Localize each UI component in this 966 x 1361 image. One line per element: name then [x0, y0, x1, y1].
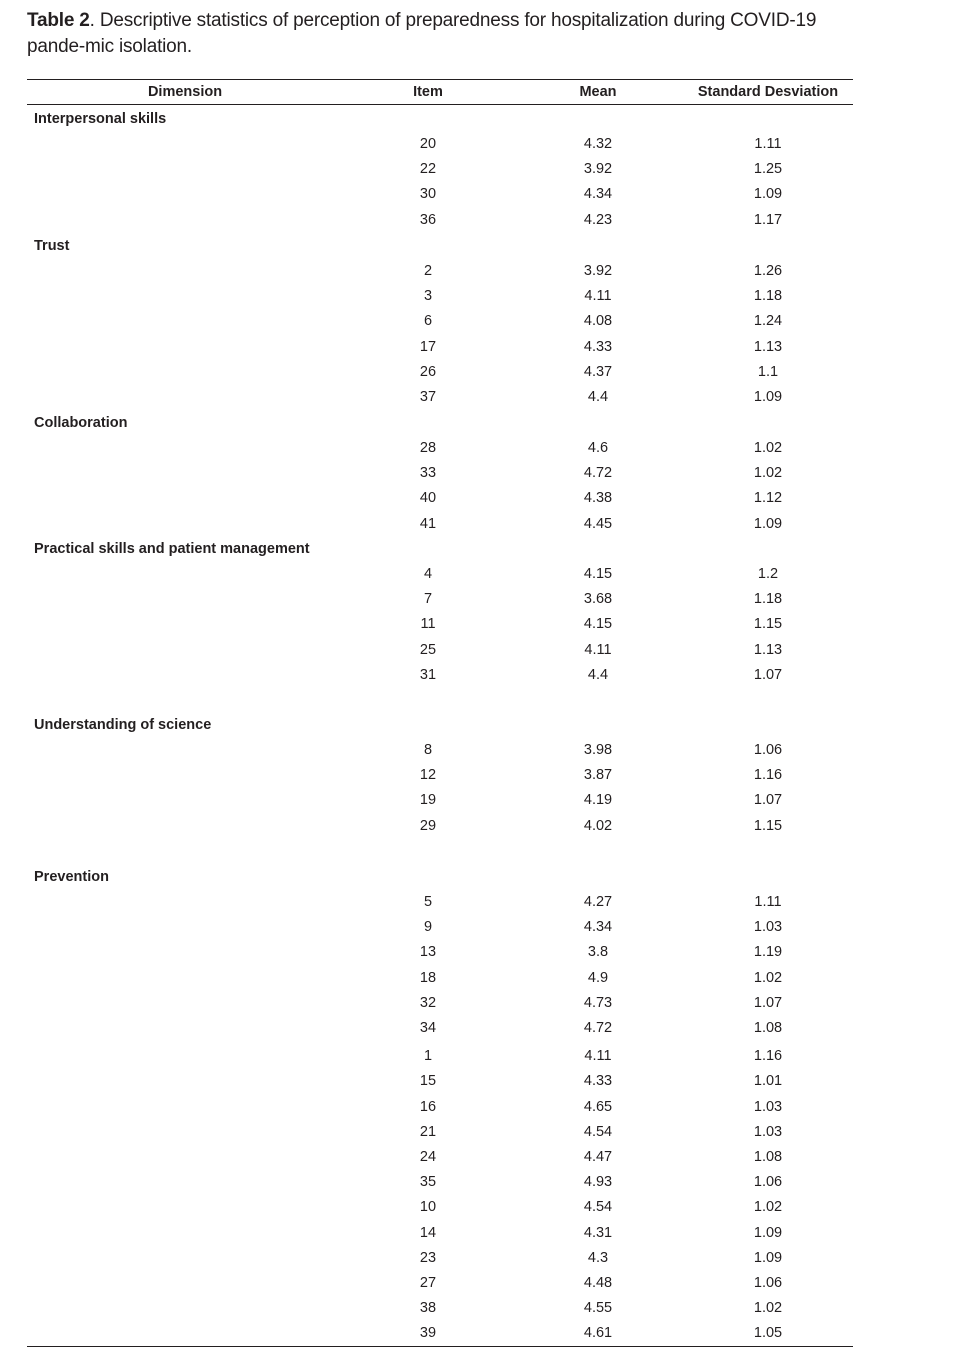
- item-cell: 37: [419, 389, 437, 405]
- table-row: [0, 916, 966, 938]
- table-row: [0, 183, 966, 205]
- sd-cell: 1.06: [753, 1275, 783, 1291]
- table-row: [0, 967, 966, 989]
- sd-cell: 1.16: [753, 1048, 783, 1064]
- item-cell: 34: [419, 1020, 437, 1036]
- mean-cell: 4.33: [583, 339, 613, 355]
- sd-cell: 1.09: [753, 516, 783, 532]
- mean-cell: 4.4: [587, 667, 609, 683]
- item-cell: 32: [419, 995, 437, 1011]
- table-row: [0, 462, 966, 484]
- sd-cell: 1.12: [753, 490, 783, 506]
- sd-cell: 1.15: [753, 616, 783, 632]
- mean-cell: 3.92: [583, 263, 613, 279]
- item-cell: 4: [423, 566, 433, 582]
- table-row: [0, 1121, 966, 1143]
- table-row: [0, 739, 966, 761]
- item-cell: 18: [419, 970, 437, 986]
- item-cell: 19: [419, 792, 437, 808]
- mean-cell: 4.61: [583, 1325, 613, 1341]
- sd-cell: 1.24: [753, 313, 783, 329]
- table-row: [0, 613, 966, 635]
- table-row: [0, 437, 966, 459]
- column-header-dimension: Dimension: [147, 84, 223, 100]
- sd-cell: 1.18: [753, 288, 783, 304]
- mean-cell: 4.27: [583, 894, 613, 910]
- sd-cell: 1.25: [753, 161, 783, 177]
- table-row: [0, 310, 966, 332]
- item-cell: 1: [423, 1048, 433, 1064]
- mean-cell: 4.4: [587, 389, 609, 405]
- mean-cell: 4.33: [583, 1073, 613, 1089]
- sd-cell: 1.07: [753, 667, 783, 683]
- table-row: [0, 1272, 966, 1294]
- sd-cell: 1.06: [753, 1174, 783, 1190]
- column-header-item: Item: [413, 84, 443, 100]
- dimension-label: Interpersonal skills: [34, 111, 167, 127]
- sd-cell: 1.08: [753, 1149, 783, 1165]
- sd-cell: 1.2: [757, 566, 779, 582]
- mean-cell: 4.15: [583, 616, 613, 632]
- sd-cell: 1.17: [753, 212, 783, 228]
- item-cell: 36: [419, 212, 437, 228]
- sd-cell: 1.26: [753, 263, 783, 279]
- column-header-standard-deviation: Standard Desviation: [697, 84, 839, 100]
- table-caption-text: . Descriptive statistics of perception of preparedness for hospitalization during COVID-19 pande-mic isolation.: [27, 10, 817, 57]
- sd-cell: 1.15: [753, 818, 783, 834]
- sd-cell: 1.02: [753, 1199, 783, 1215]
- sd-cell: 1.03: [753, 1099, 783, 1115]
- sd-cell: 1.19: [753, 944, 783, 960]
- mean-cell: 4.73: [583, 995, 613, 1011]
- table-bottom-rule: [27, 1346, 853, 1347]
- item-cell: 28: [419, 440, 437, 456]
- item-cell: 21: [419, 1124, 437, 1140]
- item-cell: 13: [419, 944, 437, 960]
- sd-cell: 1.06: [753, 742, 783, 758]
- dimension-label: Practical skills and patient management: [34, 541, 310, 557]
- table-row: [0, 361, 966, 383]
- item-cell: 7: [423, 591, 433, 607]
- item-cell: 40: [419, 490, 437, 506]
- mean-cell: 4.11: [584, 288, 612, 304]
- table-row: [0, 941, 966, 963]
- dimension-row: [0, 235, 966, 257]
- sd-cell: 1.02: [753, 440, 783, 456]
- sd-cell: 1.09: [753, 1250, 783, 1266]
- table-row: [0, 1322, 966, 1344]
- item-cell: 20: [419, 136, 437, 152]
- table-row: [0, 1070, 966, 1092]
- sd-cell: 1.01: [753, 1073, 783, 1089]
- item-cell: 33: [419, 465, 437, 481]
- mean-cell: 3.68: [583, 591, 613, 607]
- column-header-mean: Mean: [579, 84, 617, 100]
- sd-cell: 1.02: [753, 1300, 783, 1316]
- item-cell: 6: [423, 313, 433, 329]
- item-cell: 39: [419, 1325, 437, 1341]
- mean-cell: 4.55: [583, 1300, 613, 1316]
- mean-cell: 4.11: [584, 642, 612, 658]
- mean-cell: 4.47: [583, 1149, 613, 1165]
- mean-cell: 4.72: [583, 1020, 613, 1036]
- mean-cell: 4.34: [583, 186, 613, 202]
- table-row: [0, 386, 966, 408]
- table-row: [0, 891, 966, 913]
- mean-cell: 4.54: [583, 1199, 613, 1215]
- table-row: [0, 563, 966, 585]
- mean-cell: 4.31: [583, 1225, 613, 1241]
- mean-cell: 4.72: [583, 465, 613, 481]
- sd-cell: 1.1: [757, 364, 779, 380]
- mean-cell: 4.02: [583, 818, 613, 834]
- table-row: [0, 133, 966, 155]
- mean-cell: 4.23: [583, 212, 613, 228]
- sd-cell: 1.07: [753, 792, 783, 808]
- item-cell: 31: [419, 667, 437, 683]
- mean-cell: 4.19: [583, 792, 613, 808]
- dimension-row: [0, 108, 966, 130]
- dimension-label: Prevention: [34, 869, 109, 885]
- sd-cell: 1.11: [754, 136, 782, 152]
- item-cell: 24: [419, 1149, 437, 1165]
- sd-cell: 1.02: [753, 970, 783, 986]
- dimension-label: Collaboration: [34, 415, 128, 431]
- table-row: [0, 285, 966, 307]
- dimension-label: Trust: [34, 238, 70, 254]
- table-row: [0, 1017, 966, 1039]
- table-row: [0, 992, 966, 1014]
- table-row: [0, 260, 966, 282]
- item-cell: 2: [423, 263, 433, 279]
- mean-cell: 4.08: [583, 313, 613, 329]
- item-cell: 12: [419, 767, 437, 783]
- table-row: [0, 815, 966, 837]
- table-row: [0, 1146, 966, 1168]
- sd-cell: 1.11: [754, 894, 782, 910]
- table-row: [0, 513, 966, 535]
- table-row: [0, 1222, 966, 1244]
- item-cell: 11: [420, 616, 436, 632]
- table-caption-label: Table 2: [27, 10, 90, 31]
- table-row: [0, 1096, 966, 1118]
- item-cell: 35: [419, 1174, 437, 1190]
- table-row: [0, 158, 966, 180]
- mean-cell: 4.9: [587, 970, 609, 986]
- item-cell: 15: [419, 1073, 437, 1089]
- sd-cell: 1.18: [753, 591, 783, 607]
- table-row: [0, 1196, 966, 1218]
- mean-cell: 4.38: [583, 490, 613, 506]
- item-cell: 41: [419, 516, 437, 532]
- table-row: [0, 1297, 966, 1319]
- mean-cell: 3.92: [583, 161, 613, 177]
- mean-cell: 4.6: [587, 440, 609, 456]
- item-cell: 14: [419, 1225, 437, 1241]
- mean-cell: 4.15: [583, 566, 613, 582]
- table-row: [0, 664, 966, 686]
- mean-cell: 4.3: [587, 1250, 609, 1266]
- table-row: [0, 1171, 966, 1193]
- dimension-row: [0, 866, 966, 888]
- sd-cell: 1.16: [753, 767, 783, 783]
- sd-cell: 1.07: [753, 995, 783, 1011]
- mean-cell: 4.65: [583, 1099, 613, 1115]
- mean-cell: 3.98: [583, 742, 613, 758]
- sd-cell: 1.08: [753, 1020, 783, 1036]
- item-cell: 27: [419, 1275, 437, 1291]
- item-cell: 8: [423, 742, 433, 758]
- dimension-row: [0, 538, 966, 560]
- dimension-row: [0, 714, 966, 736]
- mean-cell: 4.32: [583, 136, 613, 152]
- sd-cell: 1.09: [753, 186, 783, 202]
- item-cell: 25: [419, 642, 437, 658]
- table-row: [0, 336, 966, 358]
- sd-cell: 1.09: [753, 1225, 783, 1241]
- item-cell: 9: [423, 919, 433, 935]
- item-cell: 16: [419, 1099, 437, 1115]
- item-cell: 10: [419, 1199, 437, 1215]
- dimension-row: [0, 412, 966, 434]
- table-row: [0, 588, 966, 610]
- mean-cell: 4.48: [583, 1275, 613, 1291]
- table-row: [0, 487, 966, 509]
- item-cell: 29: [419, 818, 437, 834]
- table-row: [0, 789, 966, 811]
- sd-cell: 1.05: [753, 1325, 783, 1341]
- item-cell: 23: [419, 1250, 437, 1266]
- item-cell: 3: [423, 288, 433, 304]
- sd-cell: 1.02: [753, 465, 783, 481]
- mean-cell: 4.11: [584, 1048, 612, 1064]
- mean-cell: 3.87: [583, 767, 613, 783]
- item-cell: 30: [419, 186, 437, 202]
- item-cell: 38: [419, 1300, 437, 1316]
- table-row: [0, 1045, 966, 1067]
- mean-cell: 4.37: [583, 364, 613, 380]
- sd-cell: 1.03: [753, 1124, 783, 1140]
- item-cell: 22: [419, 161, 437, 177]
- mean-cell: 4.54: [583, 1124, 613, 1140]
- table-row: [0, 764, 966, 786]
- mean-cell: 4.45: [583, 516, 613, 532]
- table-row: [0, 209, 966, 231]
- item-cell: 26: [419, 364, 437, 380]
- mean-cell: 4.93: [583, 1174, 613, 1190]
- dimension-label: Understanding of science: [34, 717, 212, 733]
- sd-cell: 1.13: [753, 642, 783, 658]
- sd-cell: 1.09: [753, 389, 783, 405]
- table-row: [0, 1247, 966, 1269]
- sd-cell: 1.03: [753, 919, 783, 935]
- item-cell: 5: [423, 894, 433, 910]
- mean-cell: 3.8: [587, 944, 609, 960]
- table-row: [0, 639, 966, 661]
- mean-cell: 4.34: [583, 919, 613, 935]
- sd-cell: 1.13: [753, 339, 783, 355]
- item-cell: 17: [419, 339, 437, 355]
